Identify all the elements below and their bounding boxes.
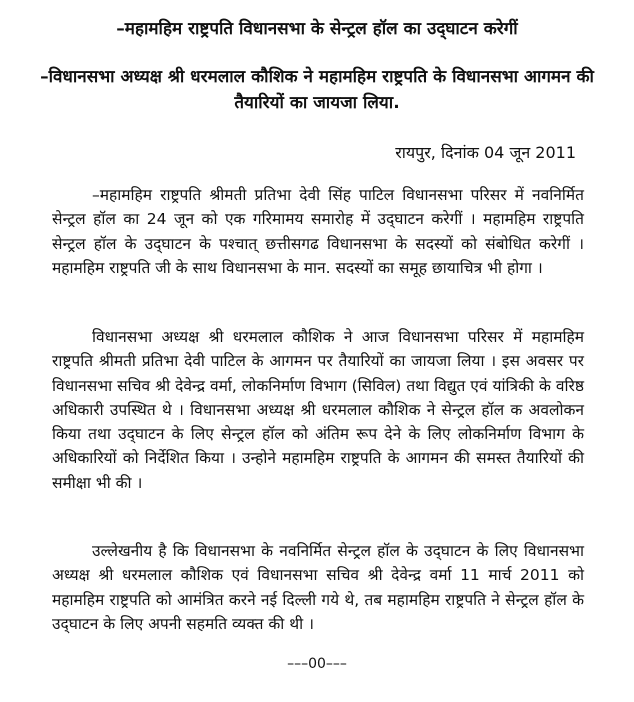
paragraph-1: –महामहिम राष्ट्रपति श्रीमती प्रतिभा देवी सिंह पाटिल विधानसभा परिसर में नवनिर्मित सेन्ट्रल हॉल का 24 जून को एक गरिमामय समारोह में उद्‌घाटन करेगीं । महामहिम राष्ट्रपति सेन्ट्रल हॉल के उद्‌घाटन के पश्चात्‌ छत्तीसगढ विधानसभा के सदस्यों को संबोधित करेगीं । महामहिम राष्ट्रपति जी के साथ विधानसभा के मान. सदस्यों का समूह छायाचित्र भी होगा । (52, 186, 584, 277)
headline-2: –विधानसभा अध्यक्ष श्री धरमलाल कौशिक ने महामहिम राष्ट्रपति के विधानसभा आगमन की तैयारियों का जायजा लिया. (40, 67, 594, 113)
end-mark: –––00––– (287, 656, 347, 672)
headline-1: –महामहिम राष्ट्रपति विधानसभा के सेन्ट्रल हॉल का उद्‌घाटन करेगीं (116, 19, 518, 39)
dateline: रायपुर, दिनांक 04 जून 2011 (395, 143, 576, 162)
paragraph-2: विधानसभा अध्यक्ष श्री धरमलाल कौशिक ने आज विधानसभा परिसर में महामहिम राष्ट्रपति श्रीमती प्रतिभा देवी पाटिल के आगमन पर तैयारियों का जायजा लिया । इस अवसर पर विधानसभा सचिव श्री देवेन्द्र वर्मा, लोकनिर्माण विभाग (सिविल) तथा विद्युत एवं यांत्रिकी के वरिष्ठ अधिकारी उपस्थित थे । विधानसभा अध्यक्ष श्री धरमलाल कौशिक ने सेन्ट्रल हॉल क अवलोकन किया तथा उद्‌घाटन के लिए सेन्ट्रल हॉल को अंतिम रूप देने के लिए लोकनिर्माण विभाग के अधिकारियों को निर्देशित किया । उन्होने महामहिम राष्ट्रपति के आगमन की समस्त तैयारियों की समीक्षा भी की । (52, 328, 584, 492)
paragraph-3: उल्लेखनीय है कि विधानसभा के नवनिर्मित सेन्ट्रल हॉल के उद्‌घाटन के लिए विधानसभा अध्यक्ष श्री धरमलाल कौशिक एवं विधानसभा सचिव श्री देवेन्द्र वर्मा 11 मार्च 2011 को महामहिम राष्ट्रपति को आमंत्रित करने नई दिल्ली गये थे, तब महामहिम राष्ट्रपति ने सेन्ट्रल हॉल के उद्‌घाटन के लिए अपनी सहमति व्यक्त की थी । (52, 542, 584, 633)
